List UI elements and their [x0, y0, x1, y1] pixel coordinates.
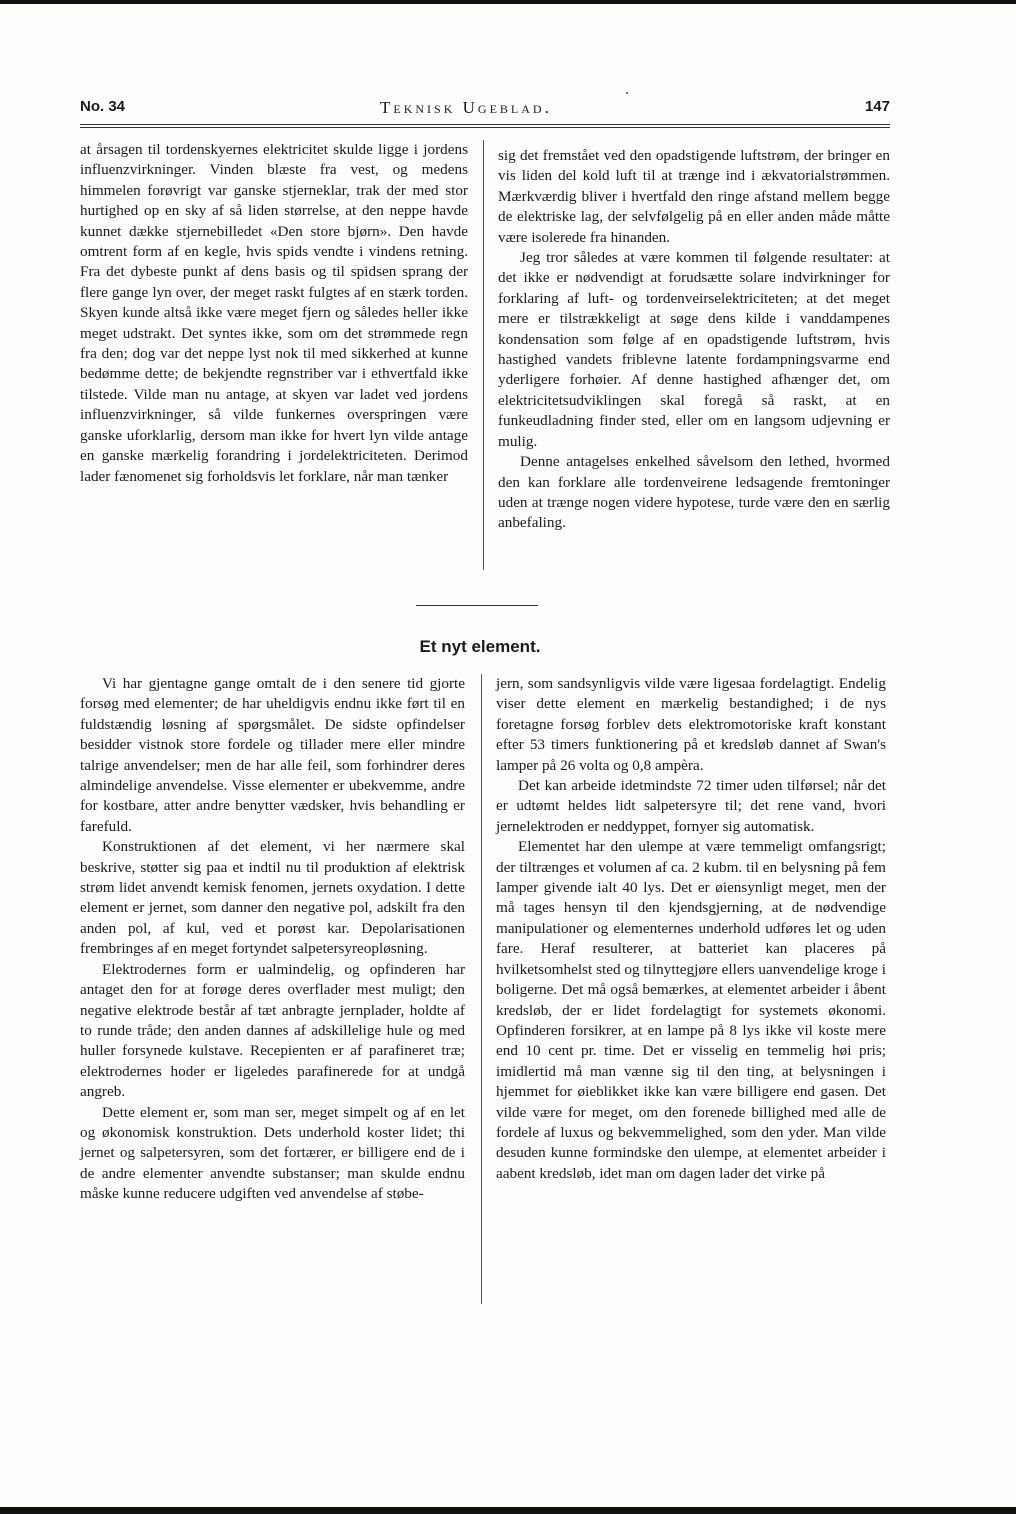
- scan-edge-bottom: [0, 1507, 1016, 1514]
- print-speck: [626, 92, 628, 94]
- paragraph: Jeg tror således at være kommen til følgende resultater: at det ikke er nødvendigt at forudsætte solare indvirkninger for forklaring af luft- og tordenveirselektriciteten; at det meget mere er tilstrækkeligt at søge dens kilde i vanddampenes kondensation som følge af en opadstigende luftstrøm, hvis hastighed vandets friblevne latente fordampningsvarme end yderligere forhøier. Af denne hastighed afhænger det, om elektricitetsudviklingen skal foregå så raskt, at en funkeudladning finder sted, eller om en langsom udjevning er mulig.: [498, 249, 890, 450]
- section-separator: [416, 605, 538, 606]
- paragraph: at årsagen til tordenskyernes elektricitet skulde ligge i jordens influenzvirkninger. Vinden blæste fra vest, og medens himmelen forøvrigt var ganske stjerneklar, trak der med stor hurtighed op en sky af så liden størrelse, at den neppe havde kunnet dække stjernebilledet «Den store bjørn». Den havde omtrent form af en kegle, hvis spids vendte i vindens retning. Fra det dybeste punkt af dens basis og til spidsen sprang der flere gange lyn over, der meget raskt fulgtes af en stærk torden. Skyen kunde altså ikke være meget fjern og således heller ikke meget udstrakt. Det syntes ikke, som om det strømmede regn fra den; dog var det neppe lyst nok til med sikkerhed at kunne bedømme dette; de bekjendte regnstriber var i ethvertfald ikke tilstede. Vilde man nu antage, at skyen var ladet ved jordens influenzvirkninger, så vilde funkernes overspringen være ganske uforklarlig, dersom man ikke for hvert lyn vilde antage en ganske mærkelig forandring i jordelektriciteten. Derimod lader fænomenet sig forholdsvis let forklare, når man tænker: [80, 141, 468, 485]
- column-divider: [483, 140, 484, 570]
- article-title: Et nyt element.: [419, 637, 541, 656]
- paragraph: jern, som sandsynligvis vilde være ligesaa fordelagtigt. Endelig viser dette element en mærkelig bestandighed; i de nys foretagne forsøg forblev dets elektromotoriske kraft konstant efter 53 timers funktionering på et kredsløb dannet af Swan's lamper på 26 volta og 0,8 ampèra.: [496, 675, 886, 774]
- scan-edge-top: [0, 0, 1016, 4]
- paragraph: Elementet har den ulempe at være temmeligt omfangsrigt; der tiltrænges et volumen af ca. 2 kubm. til en belysning på fem lamper givende ialt 40 lys. Det er øiensynligt meget, men der må tages hensyn til den kjendsgjerning, at de nødvendige manipulationer og elementernes underhold udføres let og uden fare. Heraf resulterer, at batteriet kan placeres på hvilketsomhelst sted og tilnyttegjøre ellers uanvendelige kroge i boligerne. Det må også bemærkes, at elementet arbeider i åbent kredsløb, der er lidet fordelagtigt for systemets økonomi. Opfinderen forsikrer, at en lampe på 8 lys ikke vil koste mere end 10 cent pr. time. Det er visselig en temmelig høi pris; imidlertid må man vænne sig til den ting, at belysningen i hjemmet for øieblikket ikke kan være billigere end gasen. Det vilde være for meget, om den forenede billighed med alle de fordele af luxus og bekvemmelighed, som den yder. Man vilde desuden kunne formindske den ulempe, at elementet arbeider i aabent kredsløb, idet man om dagen lader det virke på: [496, 838, 886, 1182]
- paragraph: Konstruktionen af det element, vi her nærmere skal beskrive, støtter sig paa et indtil nu til produktion af elektrisk strøm lidet anvendt kemisk fenomen, jernets oxydation. I dette element er jernet, som danner den negative pol, adskilt fra den anden pol, af kul, ved et porøst kar. Depolarisationen frembringes af en meget fortyndet salpetersyreopløsning.: [80, 838, 465, 958]
- issue-number: No. 34: [80, 98, 126, 115]
- paragraph: Elektrodernes form er ualmindelig, og opfinderen har antaget den for at forøge deres overflader mest muligt; den negative elektrode består af tæt anbragte jernplader, holdte af to runde tråde; den anden dannes af adskillelige hule og med huller forsynede kulstave. Recepienten er af parafineret træ; elektrodernes hoder er ligeledes parafinerede for at undgå angreb.: [80, 960, 465, 1101]
- page-header: [80, 98, 890, 122]
- paragraph: Dette element er, som man ser, meget simpelt og af en let og økonomisk konstruktion. Dets underhold koster lidet; thi jernet og salpetersyren, som det fortærer, er billigere end de i de andre elementer anvendte substanser; man skulde endnu måske kunne reducere udgiften ved anvendelse af støbe-: [80, 1103, 465, 1203]
- journal-title: Teknisk Ugeblad.: [380, 98, 552, 117]
- column-bottom-left: [80, 674, 465, 1205]
- column-top-left: [80, 140, 468, 487]
- column-divider: [481, 674, 482, 1304]
- paragraph: sig det fremstået ved den opadstigende luftstrøm, der bringer en vis liden del kold luft til at trænge ind i ækvatorialstrømmen. Mærkværdig bliver i hvertfald den ringe afstand mellem begge de elektriske lag, der selvfølgelig på en eller anden måde måtte være isolerede fra hinanden.: [498, 147, 890, 246]
- column-bottom-right: [496, 674, 886, 1184]
- page-number: 147: [864, 98, 890, 115]
- paragraph: Det kan arbeide idetmindste 72 timer uden tilførsel; når det er udtømt heldes lidt salpetersyre til; det rene vand, hvori jernelektroden er neddyppet, fornyer sig automatisk.: [496, 777, 886, 835]
- paragraph: Vi har gjentagne gange omtalt de i den senere tid gjorte forsøg med elementer; de har uheldigvis endnu ikke ført til en fuldstændig løsning af spørgsmålet. De sidste opfindelser besidder vistnok store fordele og tillader mere eller mindre talrige anvendelser; men de har alle feil, som forhindrer deres almindelige anvendelse. Visse elementer er ubekvemme, andre for kostbare, atter andre benytter vædsker, hvis behandling er farefuld.: [80, 675, 465, 835]
- paragraph: Denne antagelses enkelhed såvelsom den lethed, hvormed den kan forklare alle tordenveirene ledsagende fremtoninger uden at trænge nogen videre hypotese, turde være den en særlig anbefaling.: [498, 453, 890, 532]
- header-rule: [80, 124, 890, 128]
- column-top-right: [498, 146, 890, 534]
